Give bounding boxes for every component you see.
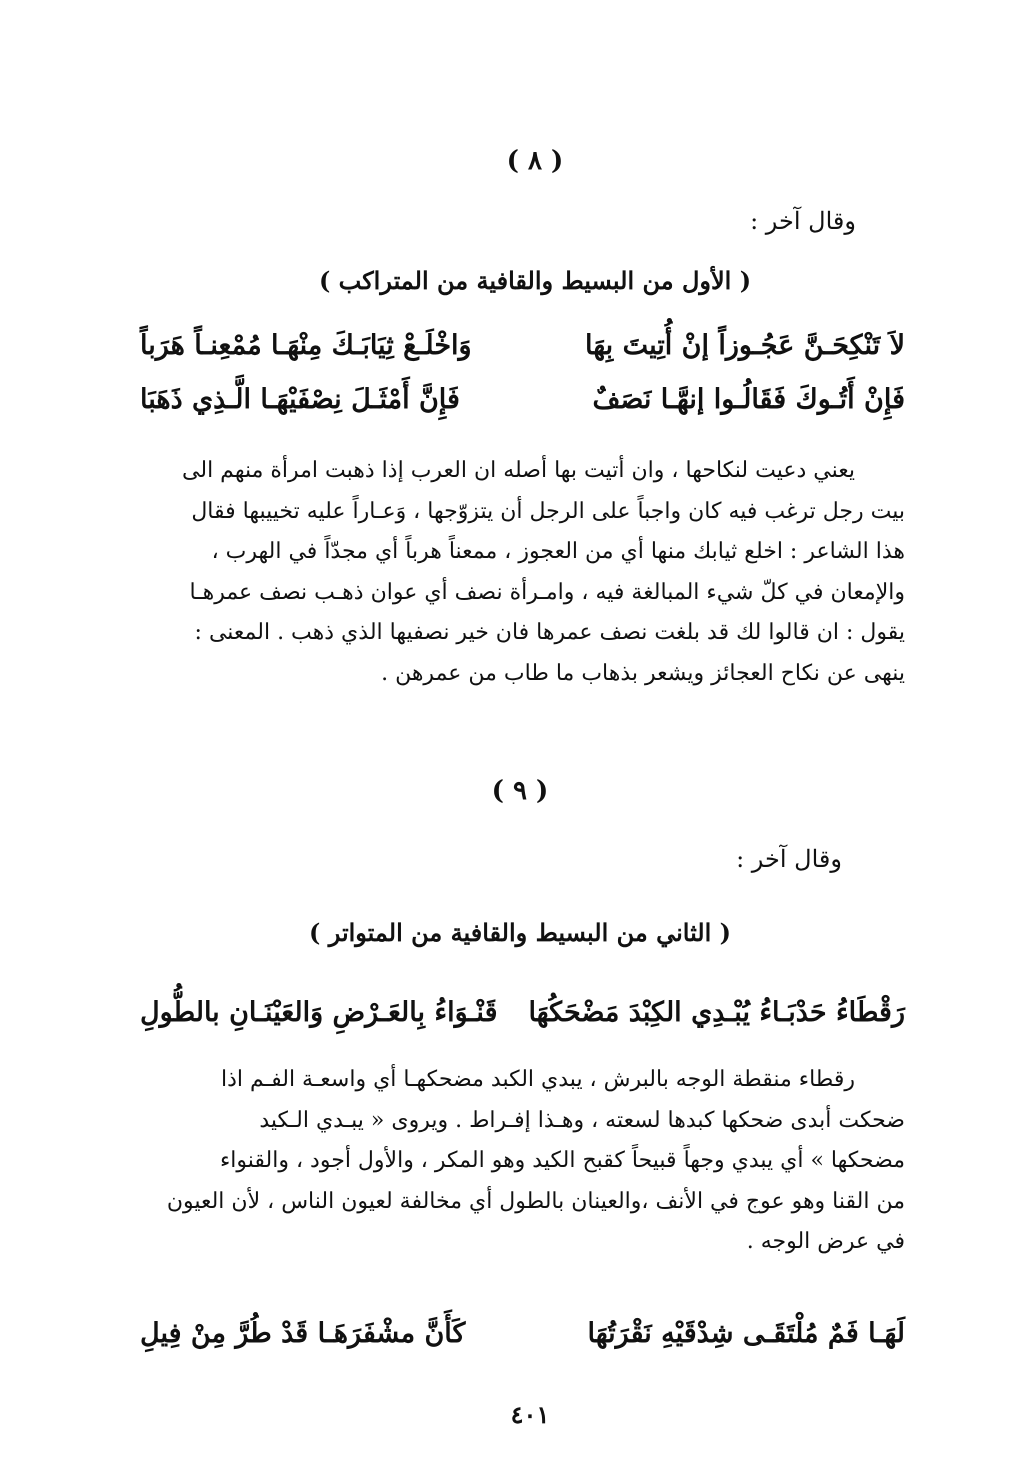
section-9-meter: ( الثاني من البسيط والقافية من المتواتر )	[308, 918, 731, 947]
section-8-meter: ( الأول من البسيط والقافية من المتراكب )	[318, 266, 752, 295]
section-9-number: ( ٩ )	[491, 776, 549, 806]
commentary-line: يقول : ان قالوا لك قد بلغت نصف عمرها فان خير نصفيها الذي ذهب . المعنى :	[194, 620, 905, 645]
section-9-verse-1	[140, 997, 905, 1037]
section-9-commentary	[140, 1060, 905, 1263]
section-8-verse-2	[140, 384, 905, 424]
section-8-commentary	[140, 451, 905, 694]
verse-first-hemistich: رَقْطَاءُ حَدْبَـاءُ يُبْـدِي الكِبْدَ مَضْحَكُهَا	[528, 997, 905, 1028]
commentary-line: والإمعان في كلّ شيء المبالغة فيه ، وامـرأة نصف أي عوان ذهـب نصف عمرهـا	[189, 579, 905, 605]
commentary-line: رقطاء منقطة الوجه بالبرش ، يبدي الكبد مضحكهـا أي واسعـة الفـم اذا	[221, 1067, 855, 1092]
verse-first-hemistich: فَإِنْ أَتُـوكَ فَقَالُـوا إنهَّـا نَصَفٌ	[592, 384, 905, 415]
section-9-speaker: وقال آخر :	[736, 845, 842, 873]
verse-first-hemistich: لَهَـا فَمٌ مُلْتَقَـى شِدْقَيْهِ نَقْرَتُهَا	[587, 1318, 905, 1349]
verse-second-hemistich: وَاخْلَـعْ ثِيَابَـكَ مِنْهَـا مُمْعِنـاً هَرَباً	[140, 330, 472, 361]
verse-first-hemistich: لاَ تَنْكِحَـنَّ عَجُـوزاً إنْ أُتِيتَ بِهَا	[585, 330, 905, 361]
commentary-line: من القنا وهو عوج في الأنف ،والعينان بالطول أي مخالفة لعيون الناس ، لأن العيون	[166, 1188, 905, 1214]
verse-second-hemistich: فَإِنَّ أَمْثَـلَ نِصْفَيْهَـا الَّـذِي ذَهَبَا	[140, 384, 460, 415]
commentary-line: يعني دعيت لنكاحها ، وان أتيت بها أصله ان العرب إذا ذهبت امرأة منهم الى	[182, 458, 855, 483]
section-8-speaker: وقال آخر :	[750, 207, 856, 235]
commentary-line: ينهى عن نكاح العجائز ويشعر بذهاب ما طاب من عمرهن .	[381, 660, 905, 686]
section-8-verse-1	[140, 330, 905, 370]
page-number: ٤٠١	[510, 1400, 550, 1429]
commentary-line: هذا الشاعر : اخلع ثيابك منها أي من العجوز ، ممعناً هرباً أي مجدّاً في الهرب ،	[211, 539, 905, 564]
section-8-number: ( ٨ )	[506, 146, 564, 176]
commentary-line: في عرض الوجه .	[746, 1229, 905, 1254]
verse-second-hemistich: كَأَنَّ مشْفَرَهَـا قَدْ طُرَّ مِنْ فِيلِ	[140, 1318, 466, 1349]
commentary-line: ضحكت أبدى ضحكها كبدها لسعته ، وهـذا إفـراط . ويروى « يبـدي الـكيد	[259, 1107, 905, 1133]
commentary-line: بيت رجل ترغب فيه كان واجباً على الرجل أن يتزوّجها ، وَعـاراً عليه تخييبها فقال	[191, 498, 905, 524]
verse-second-hemistich: قَنْـوَاءُ بِالعَـرْضِ وَالعَيْنَـانِ بالطُّولِ	[140, 997, 498, 1028]
commentary-line: مضحكها » أي يبدي وجهاً قبيحاً كقبح الكيد وهو المكر ، والأول أجود ، والقنواء	[219, 1148, 905, 1173]
section-9-verse-2	[140, 1318, 905, 1358]
